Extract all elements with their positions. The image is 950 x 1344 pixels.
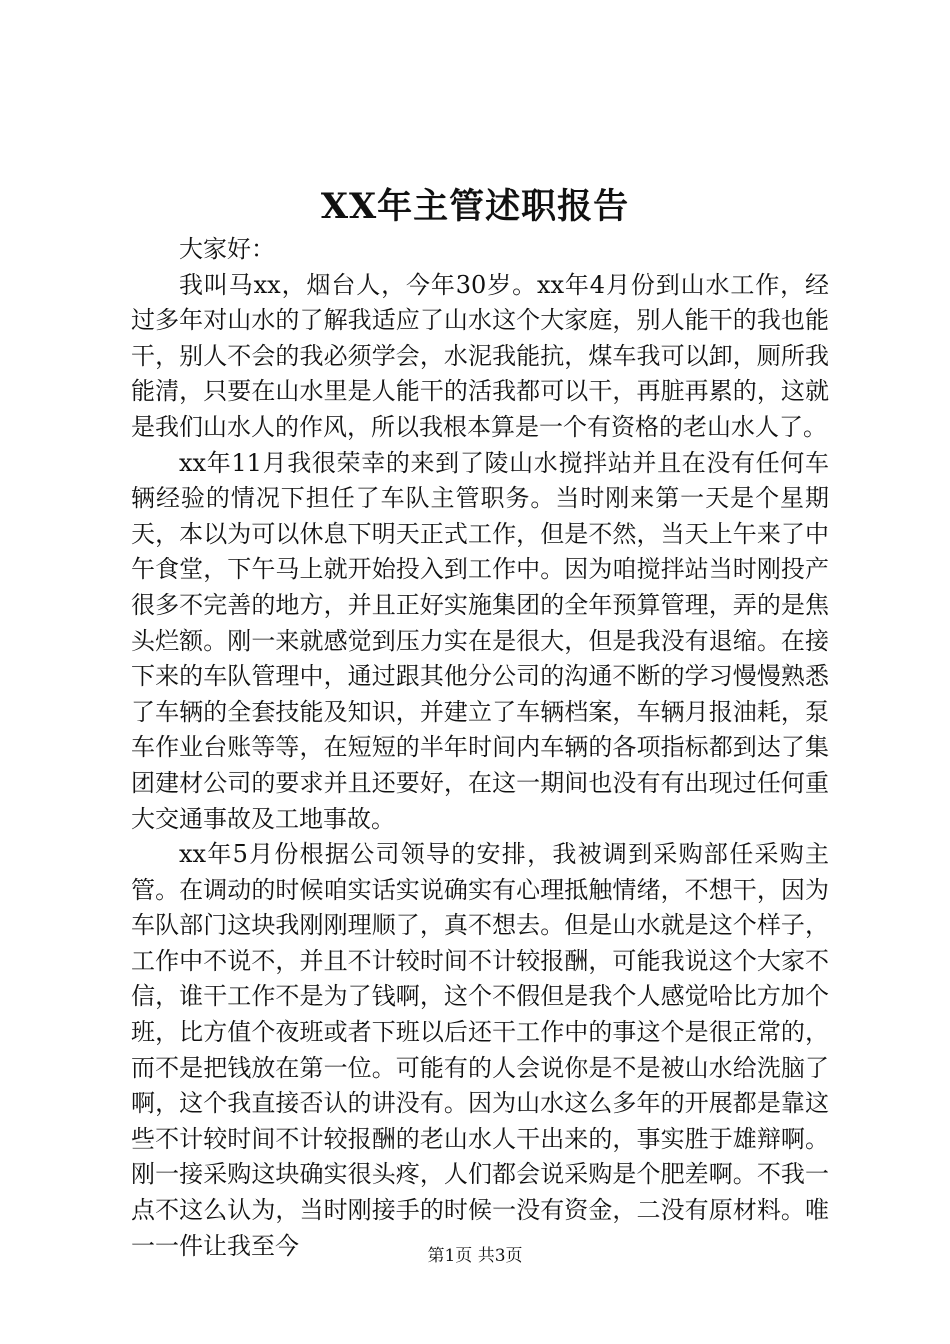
- document-title: XX年主管述职报告: [320, 186, 630, 227]
- paragraph-2: xx年11月我很荣幸的来到了陵山水搅拌站并且在没有任何车辆经验的情况下担任了车队主管职务。当时刚来第一天是个星期天，本以为可以休息下明天正式工作，但是不然，当天上午来了中午食堂，下午马上就开始投入到工作中。因为咱搅拌站当时刚投产很多不完善的地方，并且正好实施集团的全年预算管理，弄的是焦头烂额。刚一来就感觉到压力实在是很大，但是我没有退缩。在接下来的车队管理中，通过跟其他分公司的沟通不断的学习慢慢熟悉了车辆的全套技能及知识，并建立了车辆档案，车辆月报油耗，泵车作业台账等等，在短短的半年时间内车辆的各项指标都到达了集团建材公司的要求并且还要好，在这一期间也没有有出现过任何重大交通事故及工地事故。: [131, 448, 829, 833]
- paragraph-1: 我叫马xx，烟台人，今年30岁。xx年4月份到山水工作，经过多年对山水的了解我适应了山水这个大家庭，别人能干的我也能干，别人不会的我必须学会，水泥我能抗，煤车我可以卸，厕所我能清，只要在山水里是人能干的活我都可以干，再脏再累的，这就是我们山水人的作风，所以我根本算是一个有资格的老山水人了。: [131, 270, 829, 441]
- document-body: [131, 232, 829, 1264]
- paragraph-3: xx年5月份根据公司领导的安排，我被调到采购部任采购主管。在调动的时候咱实话实说确实有心理抵触情绪，不想干，因为车队部门这块我刚刚理顺了，真不想去。但是山水就是这个样子，工作中不说不，并且不计较时间不计较报酬，可能我说这个大家不信，谁干工作不是为了钱啊，这个不假但是我个人感觉哈比方加个班，比方值个夜班或者下班以后还干工作中的事这个是很正常的，而不是把钱放在第一位。可能有的人会说你是不是被山水给洗脑了啊，这个我直接否认的讲没有。因为山水这么多年的开展都是靠这些不计较时间不计较报酬的老山水人干出来的，事实胜于雄辩啊。刚一接采购这块确实很头疼，人们都会说采购是个肥差啊。不我一点不这么认为，当时刚接手的时候一没有资金，二没有原材料。唯一一件让我至今: [131, 840, 829, 1260]
- page-number-footer: 第1页 共3页: [427, 1246, 523, 1266]
- greeting-line: 大家好：: [179, 235, 275, 263]
